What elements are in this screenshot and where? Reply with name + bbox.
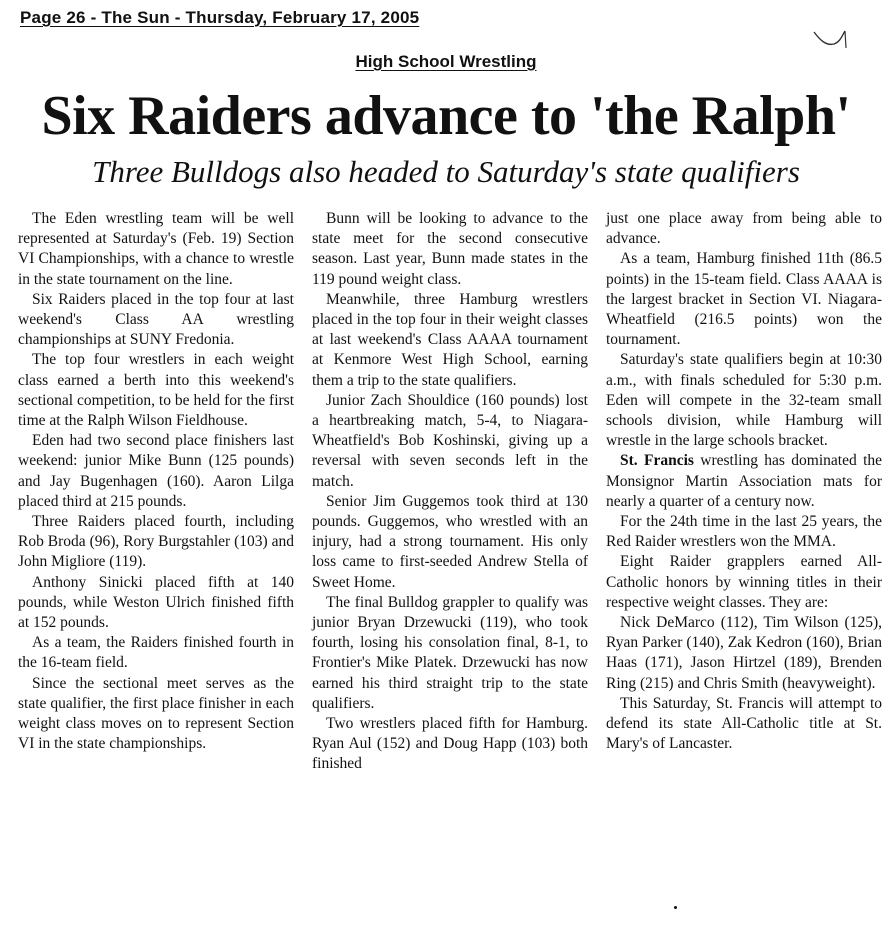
paragraph: For the 24th time in the last 25 years, the Red Raider wrestlers won the MMA.: [606, 513, 882, 551]
paragraph: Saturday's state qualifiers begin at 10:30 a.m., with finals scheduled for 5:30 p.m. Eden will compete in the 32-team small schools division, while Hamburg will wrestle in the large schools bracket.: [606, 351, 882, 450]
article-column-1: [18, 209, 294, 754]
pen-mark: [812, 28, 848, 50]
page-header: Page 26 - The Sun - Thursday, February 17, 2005: [20, 8, 420, 27]
paragraph-st-francis: [606, 451, 882, 512]
paragraph: just one place away from being able to advance.: [606, 210, 882, 248]
paragraph: Senior Jim Guggemos took third at 130 pounds. Guggemos, who wrestled with an injury, had a strong tournament. His only loss came to first-seeded Andrew Stella of Sweet Home.: [312, 492, 588, 591]
paragraph: Eden had two second place finishers last weekend: junior Mike Bunn (125 pounds) and Jay Bugenhagen (160). Aaron Lilga placed third at 215 pounds.: [18, 432, 294, 510]
paragraph: The final Bulldog grappler to qualify was junior Bryan Drzewucki (119), who took fourth, losing his consolation final, 8-1, to Frontier's Mike Platek. Drzewucki has now earned his third straight trip to the state qualifiers.: [312, 593, 588, 712]
section-kicker: High School Wrestling: [355, 52, 537, 71]
article-column-3: [606, 209, 882, 754]
subheadline: Three Bulldogs also headed to Saturday's state qualifiers: [92, 154, 800, 189]
paragraph: Junior Zach Shouldice (160 pounds) lost a heartbreaking match, 5-4, to Niagara-Wheatfield's Bob Koshinski, giving up a reversal with seven seconds left in the match.: [312, 391, 588, 490]
paragraph: As a team, the Raiders finished fourth in the 16-team field.: [18, 634, 294, 672]
st-francis-lead: St. Francis: [620, 452, 694, 470]
paragraph: As a team, Hamburg finished 11th (86.5 points) in the 15-team field. Class AAAA is the largest bracket in Section VI. Niagara-Wheatfield (216.5 points) won the tournament.: [606, 250, 882, 349]
paragraph: Two wrestlers placed fifth for Hamburg. Ryan Aul (152) and Doug Happ (103) both finished: [312, 715, 588, 773]
print-speck: [674, 906, 677, 909]
paragraph: Bunn will be looking to advance to the state meet for the second consecutive season. Last year, Bunn made states in the 119 pound weight class.: [312, 210, 588, 288]
article-column-2: [312, 209, 588, 775]
paragraph: Meanwhile, three Hamburg wrestlers placed in the top four in their weight classes at last weekend's Class AAAA tournament at Kenmore West High School, earning them a trip to the state qualifiers.: [312, 290, 588, 389]
paragraph: The Eden wrestling team will be well represented at Saturday's (Feb. 19) Section VI Championships, with a chance to wrestle in the state tournament on the line.: [18, 210, 294, 288]
paragraph: Six Raiders placed in the top four at last weekend's Class AA wrestling championships at SUNY Fredonia.: [18, 290, 294, 349]
paragraph: Eight Raider grapplers earned All-Catholic honors by winning titles in their respective weight classes. They are:: [606, 553, 882, 611]
paragraph: The top four wrestlers in each weight class earned a berth into this weekend's sectional competition, to be held for the first time at the Ralph Wilson Fieldhouse.: [18, 351, 294, 430]
paragraph: Three Raiders placed fourth, including Rob Broda (96), Rory Burgstahler (103) and John Migliore (119).: [18, 513, 294, 571]
headline: Six Raiders advance to 'the Ralph': [41, 85, 851, 147]
paragraph: Nick DeMarco (112), Tim Wilson (125), Ryan Parker (140), Zak Kedron (160), Brian Haas (171), Jason Hirtzel (189), Brenden Ring (215) and Chris Smith (heavyweight).: [606, 614, 882, 692]
paragraph: Anthony Sinicki placed fifth at 140 pounds, while Weston Ulrich finished fifth at 152 pounds.: [18, 573, 294, 632]
paragraph: Since the sectional meet serves as the state qualifier, the first place finisher in each weight class moves on to represent Section VI in the state championships.: [18, 674, 294, 753]
st-francis-text: wrestling has dominated the Monsignor Martin Association mats for nearly a quarter of a century now.: [606, 452, 882, 510]
paragraph: This Saturday, St. Francis will attempt to defend its state All-Catholic title at St. Mary's of Lancaster.: [606, 694, 882, 753]
